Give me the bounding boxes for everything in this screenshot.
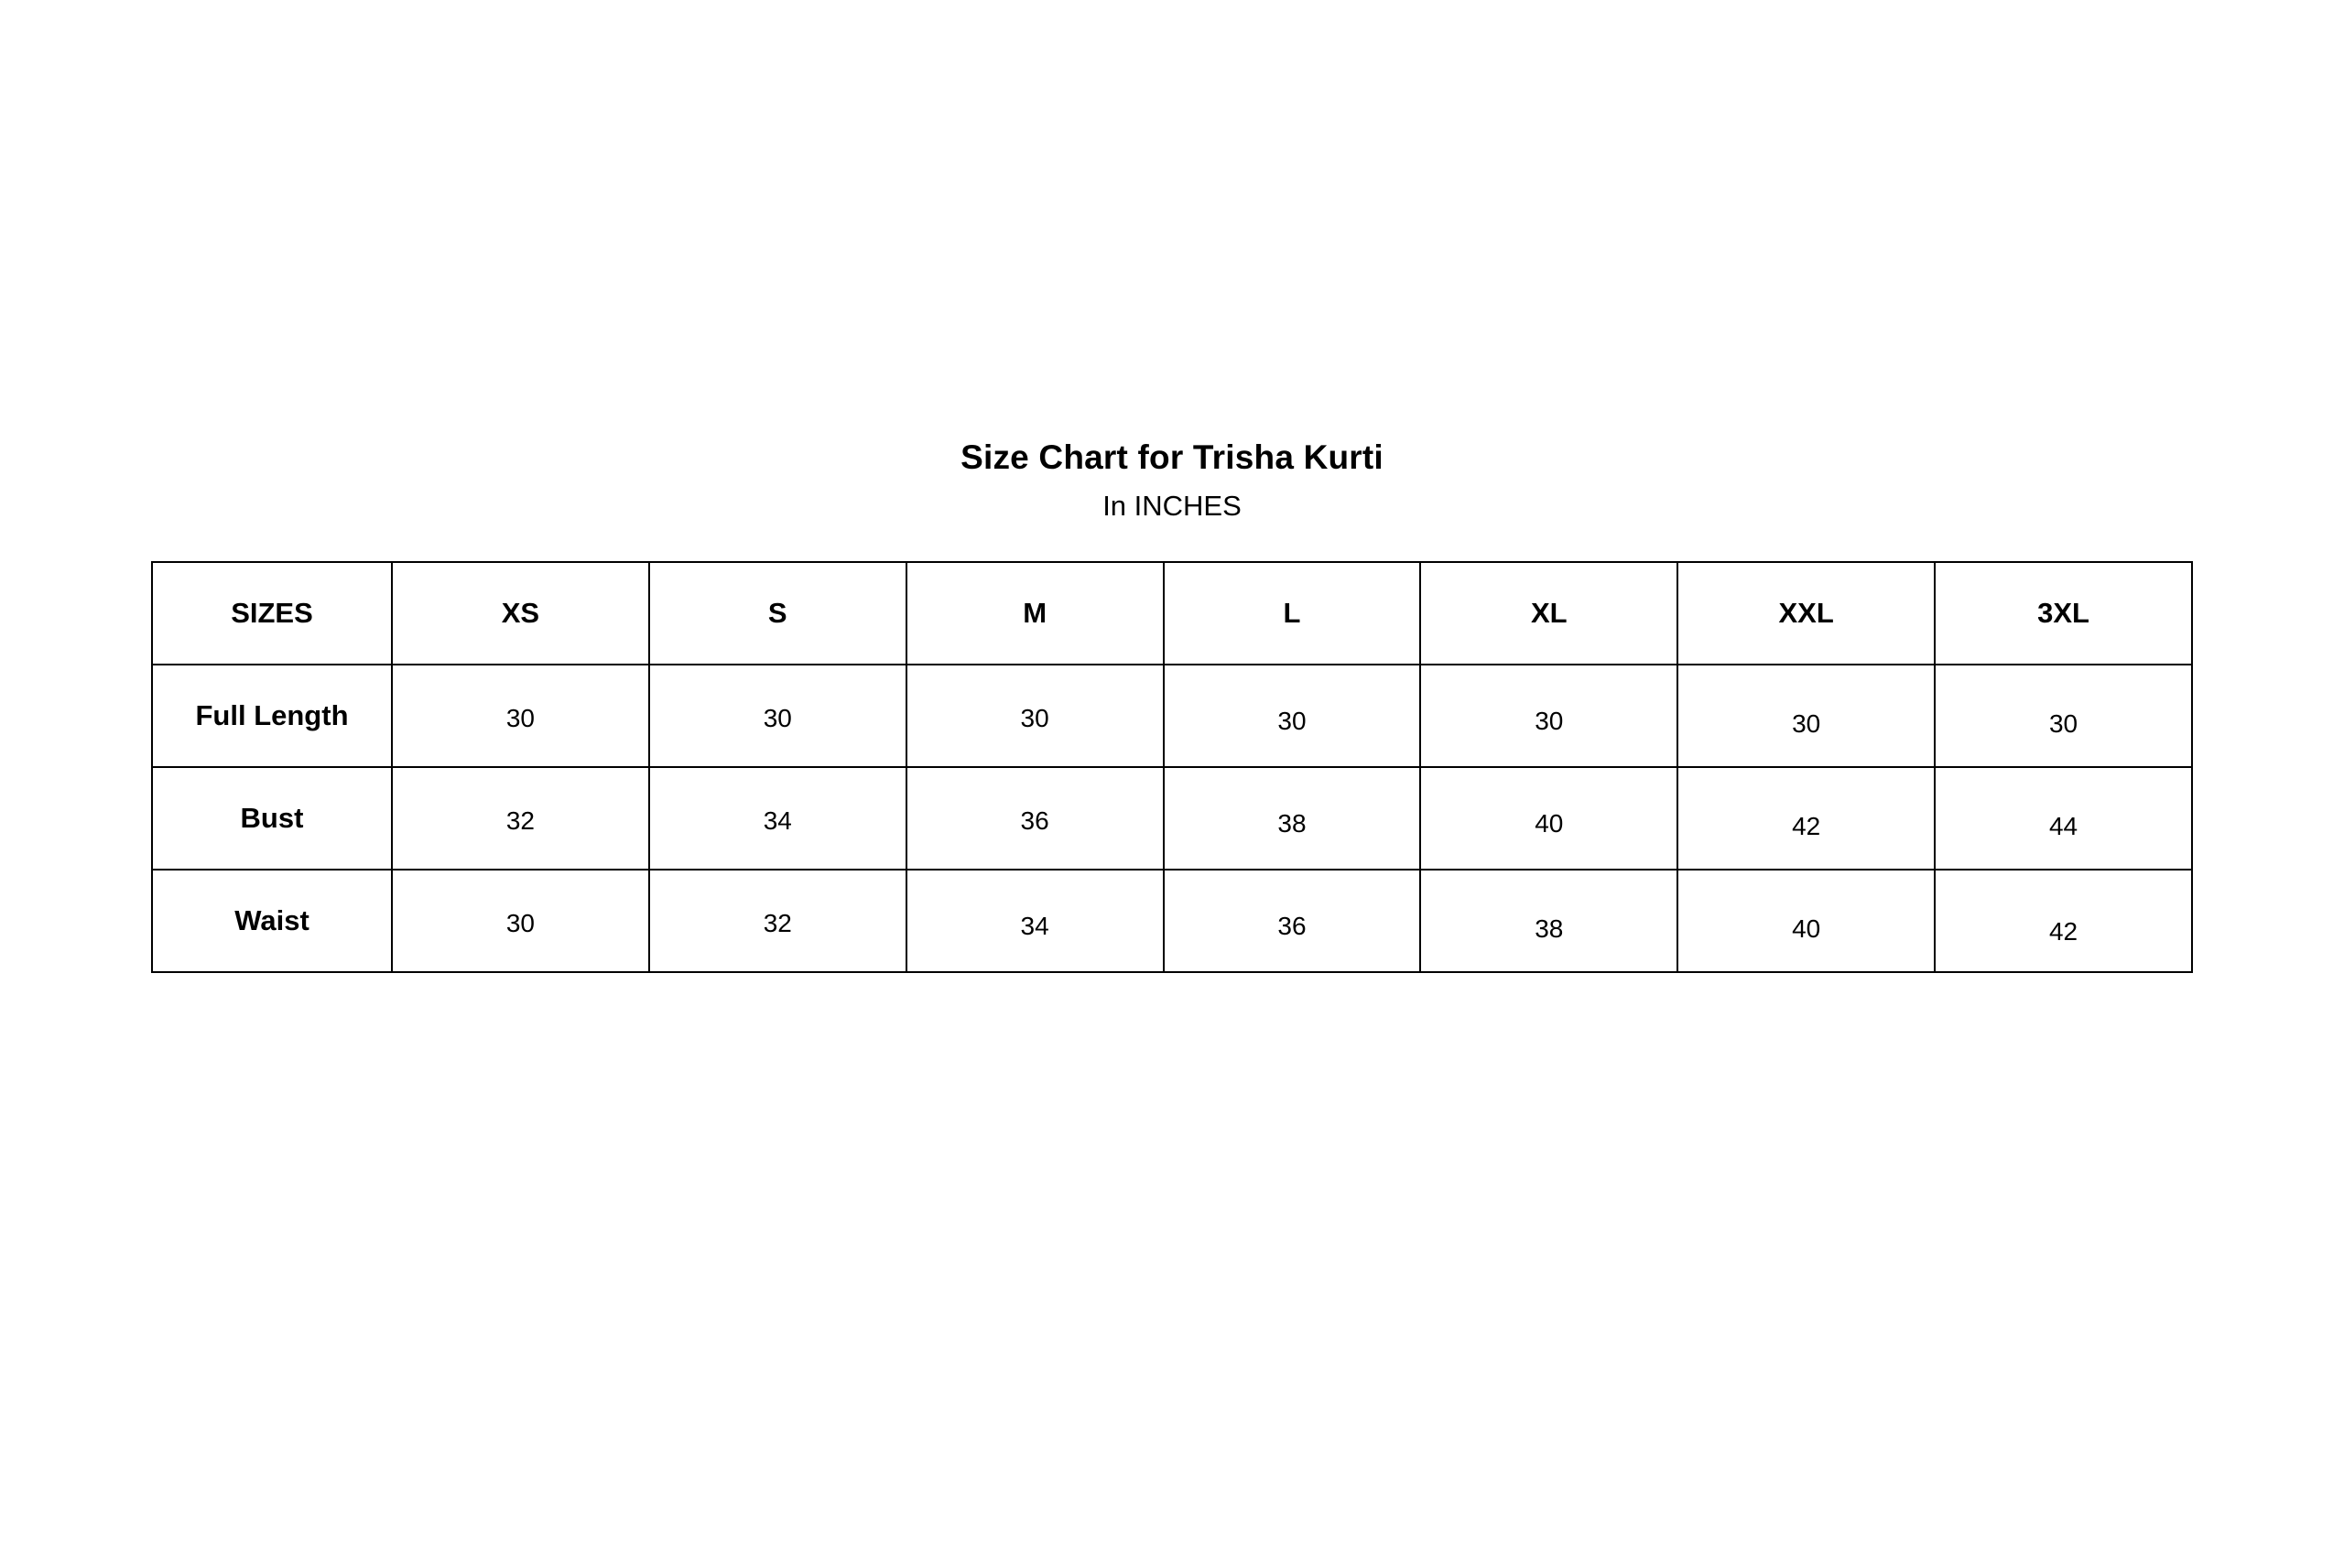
header-sizes: SIZES xyxy=(152,562,392,665)
cell-waist-l: 36 xyxy=(1164,870,1421,972)
cell-full-length-m: 30 xyxy=(906,665,1164,767)
row-label-waist: Waist xyxy=(152,870,392,972)
header-size-xl: XL xyxy=(1420,562,1677,665)
cell-bust-xs: 32 xyxy=(392,767,649,870)
cell-full-length-3xl: 30 xyxy=(1935,665,2192,767)
cell-bust-xl: 40 xyxy=(1420,767,1677,870)
cell-waist-s: 32 xyxy=(649,870,906,972)
cell-bust-s: 34 xyxy=(649,767,906,870)
cell-waist-xs: 30 xyxy=(392,870,649,972)
table-row xyxy=(152,870,2192,972)
cell-bust-l: 38 xyxy=(1164,767,1421,870)
cell-bust-xxl: 42 xyxy=(1677,767,1935,870)
cell-full-length-s: 30 xyxy=(649,665,906,767)
cell-full-length-l: 30 xyxy=(1164,665,1421,767)
header-size-3xl: 3XL xyxy=(1935,562,2192,665)
cell-waist-3xl: 42 xyxy=(1935,870,2192,972)
page-title: Size Chart for Trisha Kurti xyxy=(960,438,1384,476)
header-size-xxl: XXL xyxy=(1677,562,1935,665)
size-chart-table xyxy=(151,561,2193,973)
cell-bust-m: 36 xyxy=(906,767,1164,870)
header-size-s: S xyxy=(649,562,906,665)
unit-subtitle: In INCHES xyxy=(1102,490,1242,523)
cell-waist-xl: 38 xyxy=(1420,870,1677,972)
table-row xyxy=(152,767,2192,870)
header-size-l: L xyxy=(1164,562,1421,665)
cell-bust-3xl: 44 xyxy=(1935,767,2192,870)
header-size-xs: XS xyxy=(392,562,649,665)
cell-full-length-xs: 30 xyxy=(392,665,649,767)
row-label-bust: Bust xyxy=(152,767,392,870)
cell-waist-xxl: 40 xyxy=(1677,870,1935,972)
row-label-full-length: Full Length xyxy=(152,665,392,767)
cell-full-length-xxl: 30 xyxy=(1677,665,1935,767)
cell-full-length-xl: 30 xyxy=(1420,665,1677,767)
table-row xyxy=(152,665,2192,767)
header-size-m: M xyxy=(906,562,1164,665)
cell-waist-m: 34 xyxy=(906,870,1164,972)
table-header-row xyxy=(152,562,2192,665)
